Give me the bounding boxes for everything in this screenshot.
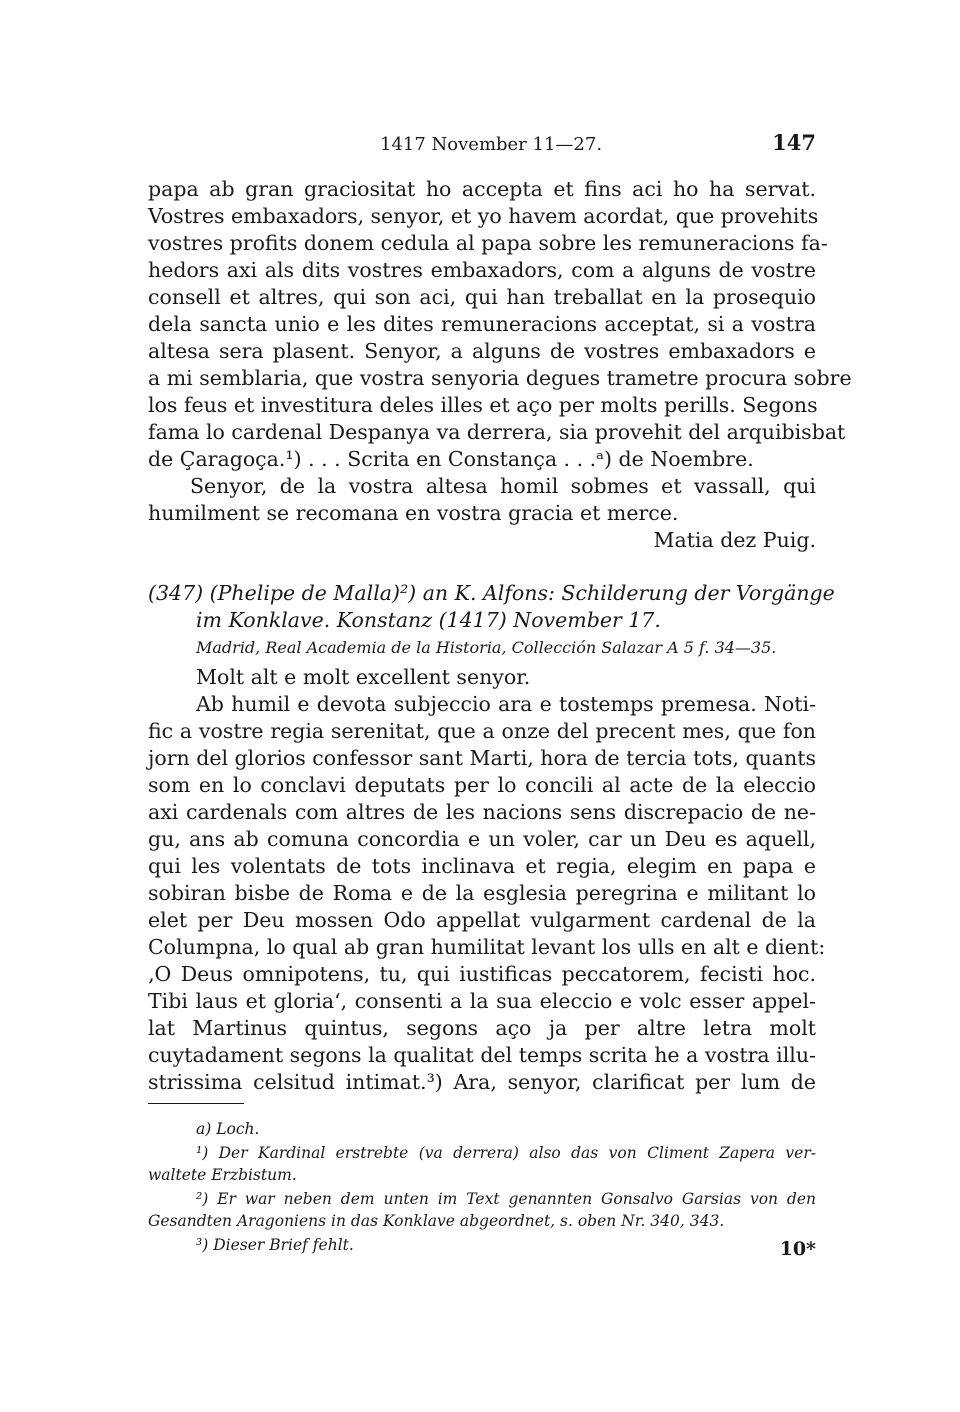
footnote: ¹) Der Kardinal erstrebte (va derrera) also das von Climent Zapera ver-	[196, 1144, 816, 1162]
salutation: Molt alt e molt excellent senyor.	[196, 665, 531, 689]
text-line: dela sancta unio e les dites remuneracions acceptat, si a vostra	[148, 312, 816, 336]
source-line: Madrid, Real Academia de la Historia, Collección Salazar A 5 f. 34—35.	[196, 638, 777, 657]
text-line: consell et altres, qui son aci, qui han treballat en la prosequio	[148, 285, 816, 309]
text-line: Tibi laus et gloria‘, consenti a la sua eleccio e volc esser appel-	[148, 989, 816, 1013]
text-line: altesa sera plasent. Senyor, a alguns de vostres embaxadors e	[148, 339, 816, 363]
text-line: Ab humil e devota subjeccio ara e tostemps premesa. Noti-	[196, 692, 816, 716]
text-line: elet per Deu mossen Odo appellat vulgarment cardenal de la	[148, 908, 816, 932]
footnote-continuation: Gesandten Aragoniens in das Konklave abgeordnet, s. oben Nr. 340, 343.	[148, 1212, 725, 1230]
footnote: ³) Dieser Brief fehlt.	[196, 1236, 354, 1254]
text-line: lat Martinus quintus, segons aço ja per altre letra molt	[148, 1016, 816, 1040]
text-line: ‚O Deus omnipotens, tu, qui iustificas peccatorem, fecisti hoc.	[148, 962, 816, 986]
heading-line: im Konklave. Konstanz (1417) November 17.	[196, 608, 661, 632]
text-line: vostres profits donem cedula al papa sobre les remuneracions fa-	[148, 231, 828, 255]
text-line: a mi semblaria, que vostra senyoria degues trametre procura sobre	[148, 366, 852, 390]
footnote-rule	[148, 1103, 244, 1104]
text-line: cuytadament segons la qualitat del temps scrita he a vostra illu-	[148, 1043, 816, 1067]
footnote-continuation: waltete Erzbistum.	[148, 1166, 297, 1184]
footnote: a) Loch.	[196, 1120, 260, 1138]
page-number: 147	[772, 130, 816, 155]
text-line: som en lo conclavi deputats per lo concili al acte de la eleccio	[148, 773, 816, 797]
text-line: humilment se recomana en vostra gracia et merce.	[148, 501, 679, 525]
letter-signature: Matia dez Puig.	[653, 528, 816, 552]
text-line: papa ab gran graciositat ho accepta et fins aci ho ha servat.	[148, 177, 816, 201]
running-head: 1417 November 11—27.	[380, 134, 603, 155]
text-line: qui les volentats de tots inclinava et regia, elegim en papa e	[148, 854, 816, 878]
text-line: gu, ans ab comuna concordia e un voler, car un Deu es aquell,	[148, 827, 816, 851]
text-line: fic a vostre regia serenitat, que a onze del precent mes, que fon	[148, 719, 816, 743]
text-line: fama lo cardenal Despanya va derrera, sia provehit del arquibisbat	[148, 420, 846, 444]
text-line: Columpna, lo qual ab gran humilitat levant los ulls en alt e dient:	[148, 935, 826, 959]
text-line: strissima celsitud intimat.³) Ara, senyor, clarificat per lum de	[148, 1070, 816, 1094]
text-line: sobiran bisbe de Roma e de la esglesia peregrina e militant lo	[148, 881, 816, 905]
heading-line: (347) (Phelipe de Malla)²) an K. Alfons: Schilderung der Vorgänge	[148, 581, 835, 605]
text-line: los feus et investitura deles illes et aço per molts perills. Segons	[148, 393, 818, 417]
text-line: axi cardenals com altres de les nacions sens discrepacio de ne-	[148, 800, 816, 824]
footnote: ²) Er war neben dem unten im Text genannten Gonsalvo Garsias von den	[196, 1190, 816, 1208]
text-line: de Çaragoça.¹) . . . Scrita en Constança . . .ᵃ) de Noembre.	[148, 447, 754, 471]
text-line: Senyor, de la vostra altesa homil sobmes et vassall, qui	[190, 474, 816, 498]
text-line: hedors axi als dits vostres embaxadors, com a alguns de vostre	[148, 258, 816, 282]
printer-signature-mark: 10*	[779, 1238, 816, 1260]
text-line: Vostres embaxadors, senyor, et yo havem acordat, que provehits	[148, 204, 819, 228]
page-header	[148, 130, 816, 160]
text-line: jorn del glorios confessor sant Marti, hora de tercia tots, quants	[148, 746, 816, 770]
